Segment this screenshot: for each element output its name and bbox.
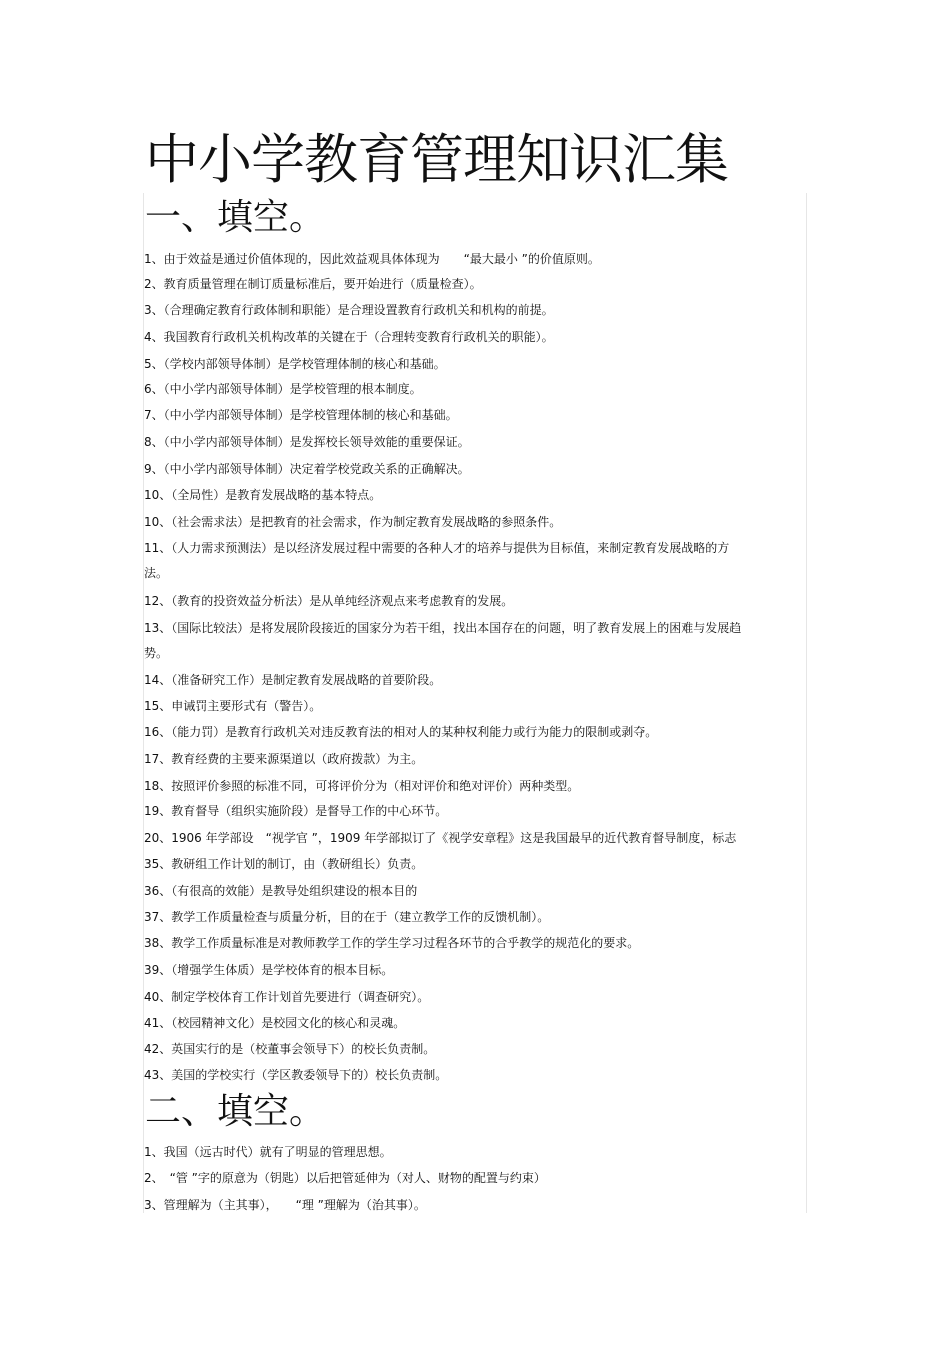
list-item: 15、申诫罚主要形式有（警告）。 [144, 699, 322, 713]
list-item: 39、（增强学生体质）是学校体育的根本目标。 [144, 963, 394, 977]
list-item: 10、（全局性）是教育发展战略的基本特点。 [144, 488, 382, 502]
section-heading-2: 二、填空。 [145, 1091, 326, 1132]
list-item: 17、教育经费的主要来源渠道以（政府拨款）为主。 [144, 752, 424, 766]
document-title: 中小学教育管理知识汇集 [145, 128, 728, 191]
list-item: 38、教学工作质量标准是对教师教学工作的学生学习过程各环节的合乎教学的规范化的要求。 [144, 936, 640, 950]
list-item: 41、（校园精神文化）是校园文化的核心和灵魂。 [144, 1016, 406, 1030]
list-item: 11、（人力需求预测法）是以经济发展过程中需要的各种人才的培养与提供为目标值，来制定教育发展战略的方法。 [144, 541, 730, 580]
list-item: 8、（中小学内部领导体制）是发挥校长领导效能的重要保证。 [144, 435, 470, 449]
list-item: 13、（国际比较法）是将发展阶段接近的国家分为若干组，找出本国存在的问题，明了教育发展上的困难与发展趋势。 [144, 621, 742, 660]
list-item: 3、（合理确定教育行政体制和职能）是合理设置教育行政机关和机构的前提。 [144, 303, 554, 317]
list-item: 1、由于效益是通过价值体现的，因此效益观具体体现为 “最大最小 ”的价值原则。 [144, 252, 600, 266]
list-item: 43、美国的学校实行（学区教委领导下的）校长负责制。 [144, 1068, 448, 1082]
list-item: 2、 “管 ”字的原意为（钥匙）以后把管延伸为（对人、财物的配置与约束） [144, 1171, 546, 1185]
section-heading-1: 一、填空。 [145, 197, 326, 238]
list-item: 12、（教育的投资效益分析法）是从单纯经济观点来考虑教育的发展。 [144, 594, 514, 608]
list-item: 7、（中小学内部领导体制）是学校管理体制的核心和基础。 [144, 408, 458, 422]
list-item: 18、按照评价参照的标准不同，可将评价分为（相对评价和绝对评价）两种类型。 [144, 779, 580, 793]
list-item: 19、教育督导（组织实施阶段）是督导工作的中心环节。 [144, 804, 448, 818]
list-item: 1、我国（远古时代）就有了明显的管理思想。 [144, 1145, 392, 1159]
list-item: 16、（能力罚）是教育行政机关对违反教育法的相对人的某种权利能力或行为能力的限制或剥夺。 [144, 725, 658, 739]
list-item: 14、（准备研究工作）是制定教育发展战略的首要阶段。 [144, 673, 442, 687]
list-item: 36、（有很高的效能）是教导处组织建设的根本目的 [144, 884, 418, 898]
list-item: 40、制定学校体育工作计划首先要进行（调查研究）。 [144, 990, 430, 1004]
list-item: 42、英国实行的是（校董事会领导下）的校长负责制。 [144, 1042, 436, 1056]
list-item: 10、（社会需求法）是把教育的社会需求，作为制定教育发展战略的参照条件。 [144, 515, 562, 529]
list-item: 4、我国教育行政机关机构改革的关键在于（合理转变教育行政机关的职能）。 [144, 330, 554, 344]
list-item: 6、（中小学内部领导体制）是学校管理的根本制度。 [144, 382, 422, 396]
list-item: 3、管理解为（主其事）， “理 ”理解为（治其事）。 [144, 1198, 426, 1212]
list-item: 2、教育质量管理在制订质量标准后，要开始进行（质量检查）。 [144, 277, 482, 291]
list-item: 9、（中小学内部领导体制）决定着学校党政关系的正确解决。 [144, 462, 470, 476]
list-item: 20、1906 年学部设 “视学官 ”，1909 年学部拟订了《视学安章程》这是我国最早的近代教育督导制度，标志 [144, 831, 737, 845]
list-item: 5、（学校内部领导体制）是学校管理体制的核心和基础。 [144, 357, 446, 371]
page-frame-right [806, 193, 807, 1213]
list-item: 35、教研组工作计划的制订，由（教研组长）负责。 [144, 857, 424, 871]
list-item: 37、教学工作质量检查与质量分析，目的在于（建立教学工作的反馈机制）。 [144, 910, 550, 924]
